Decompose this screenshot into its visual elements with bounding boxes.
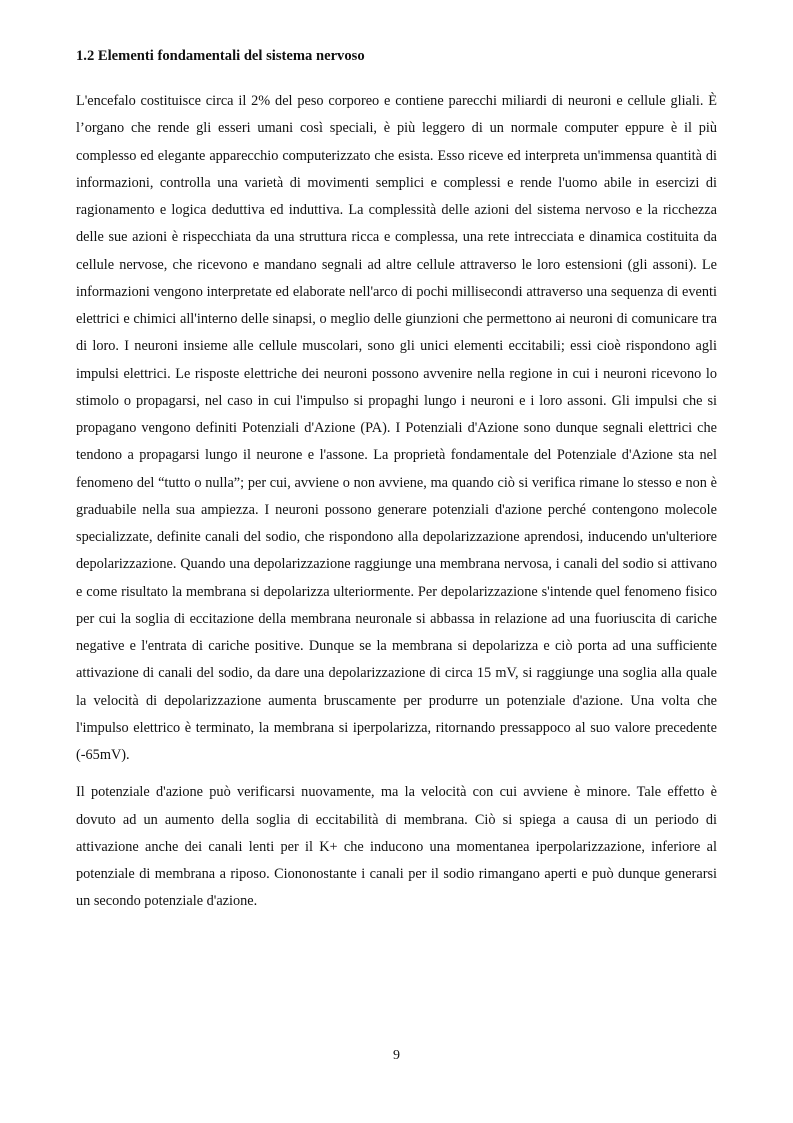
paragraph-intro: L'encefalo costituisce circa il 2% del peso corporeo e contiene parecchi miliardi di neuroni e cellule gliali. È l’organo che rende gli esseri umani così speciali, è più leggero di un normale computer eppure è il più complesso ed elegante apparecchio computerizzato che esista. Esso riceve ed interpreta un'immensa quantità di informazioni, controlla una varietà di movimenti semplici e complessi e rende l'uomo abile in esercizi di ragionamento e logica deduttiva ed induttiva. La complessità delle azioni del sistema nervoso e la ricchezza delle sue azioni è rispecchiata da una struttura ricca e complessa, una rete intrecciata e dinamica costituita da cellule nervose, che ricevono e mandano segnali ad altre cellule attraverso le loro estensioni (gli assoni). Le informazioni vengono interpretate ed elaborate nell'arco di pochi millisecondi attraverso una sequenza di eventi elettrici e chimici all'interno delle sinapsi, o meglio delle giunzioni che permettono ai neuroni di comunicare tra di loro. I neuroni insieme alle cellule muscolari, sono gli unici elementi eccitabili; essi cioè rispondono agli impulsi elettrici. Le risposte elettriche dei neuroni possono avvenire nella regione in cui i neuroni ricevono lo stimolo o propagarsi, nel caso in cui l'impulso si propaghi lungo i neuroni e i loro assoni. Gli impulsi che si propagano vengono definiti Potenziali d'Azione (PA). I Potenziali d'Azione sono dunque segnali elettrici che tendono a propagarsi lungo il neurone e l'assone. La proprietà fondamentale del Potenziale d'Azione sta nel fenomeno del “tutto o nulla”; per cui, avviene o non avviene, ma quando ciò si verifica rimane lo stesso e non è graduabile nella sua ampiezza. I neuroni possono generare potenziali d'azione perché contengono molecole specializzate, definite canali del sodio, che rispondono alla depolarizzazione aprendosi, inducendo un'ulteriore depolarizzazione. Quando una depolarizzazione raggiunge una membrana nervosa, i canali del sodio si attivano e come risultato la membrana si depolarizza ulteriormente. Per depolarizzazione s'intende quel fenomeno fisico per cui la soglia di eccitazione della membrana neuronale si abbassa in relazione ad una fuoriuscita di cariche negative e l'entrata di cariche positive. Dunque se la membrana si depolarizza e ciò porta ad una sufficiente attivazione di canali del sodio, da dare una depolarizzazione di circa 15 mV, si raggiunge una soglia alla quale la velocità di depolarizzazione aumenta bruscamente per produrre un potenziale d'azione. Una volta che l'impulso elettrico è terminato, la membrana si iperpolarizza, ritornando pressappoco al suo valore precedente (-65mV). xyxy=(76,93,717,763)
page-content xyxy=(76,46,717,916)
section-title: 1.2 Elementi fondamentali del sistema nervoso xyxy=(76,48,365,64)
page-number: 9 xyxy=(393,1048,400,1063)
paragraph-action-potential: Il potenziale d'azione può verificarsi nuovamente, ma la velocità con cui avviene è minore. Tale effetto è dovuto ad un aumento della soglia di eccitabilità di membrana. Ciò si spiega a causa di un periodo di attivazione anche dei canali lenti per il K+ che inducono una momentanea iperpolarizzazione, inferiore al potenziale di membrana a riposo. Ciononostante i canali per il sodio rimangano aperti e può dunque generarsi un secondo potenziale d'azione. xyxy=(76,784,717,910)
